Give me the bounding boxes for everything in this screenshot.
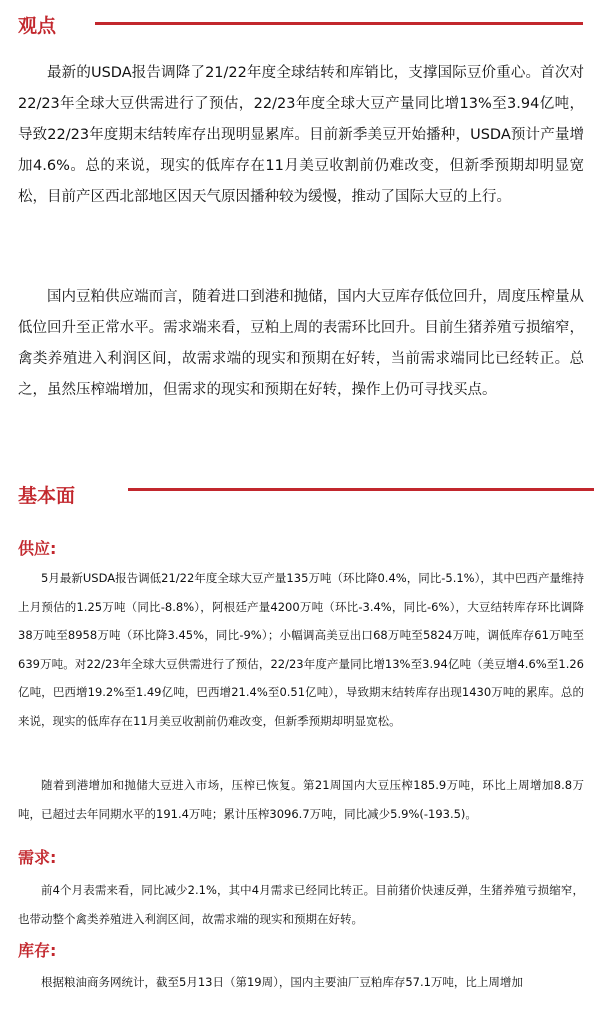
outlook-header (0, 6, 601, 46)
supply-title: 供应: (18, 539, 57, 558)
fundamentals-divider (128, 488, 594, 491)
outlook-paragraph-2: 国内豆粕供应端而言，随着进口到港和抛储，国内大豆库存低位回升，周度压榨量从低位回升至正常水平。需求端来看，豆粕上周的表需环比回升。目前生猪养殖亏损缩窄，禽类养殖进入利润区间，故需求端的现实和预期在好转，当前需求端同比已经转正。总之，虽然压榨端增加，但需求的现实和预期在好转，操作上仍可寻找买点。 (18, 289, 584, 398)
fundamentals-header (0, 474, 601, 514)
outlook-divider (95, 22, 583, 25)
inventory-title: 库存: (18, 941, 57, 960)
demand-paragraph-1: 前4个月表需来看，同比减少2.1%，其中4月需求已经同比转正。目前猪价快速反弹，生猪养殖亏损缩窄，也带动整个禽类养殖进入利润区间，故需求端的现实和预期在好转。 (18, 883, 584, 926)
outlook-paragraph-1: 最新的USDA报告调降了21/22年度全球结转和库销比，支撑国际豆价重心。首次对22/23年全球大豆供需进行了预估，22/23年度全球大豆产量同比增13%至3.94亿吨，导致22/23年度期末结转库存出现明显累库。目前新季美豆开始播种，USDA预计产量增加4.6%。总的来说，现实的低库存在11月美豆收割前仍难改变，但新季预期却明显宽松，目前产区西北部地区因天气原因播种较为缓慢，推动了国际大豆的上行。 (18, 65, 584, 205)
demand-title: 需求: (18, 848, 57, 867)
inventory-paragraph-1: 根据粮油商务网统计，截至5月13日（第19周），国内主要油厂豆粕库存57.1万吨，比上周增加 (41, 975, 523, 989)
supply-paragraph-1: 5月最新USDA报告调低21/22年度全球大豆产量135万吨（环比降0.4%，同比-5.1%），其中巴西产量维持上月预估的1.25万吨（同比-8.8%），阿根廷产量4200万吨（环比-3.4%，同比-6%），大豆结转库存环比调降38万吨至8958万吨（环比降3.45%，同比-9%）；小幅调高美豆出口68万吨至5824万吨，调低库存61万吨至639万吨。对22/23年全球大豆供需进行了预估，22/23年度产量同比增13%至3.94亿吨（美豆增4.6%至1.26亿吨，巴西增19.2%至1.49亿吨，巴西增21.4%至0.51亿吨），导致期末结转库存出现1430万吨的累库。总的来说，现实的低库存在11月美豆收割前仍难改变，但新季预期却明显宽松。 (18, 571, 584, 728)
outlook-title: 观点 (18, 15, 57, 37)
supply-paragraph-2: 随着到港增加和抛储大豆进入市场，压榨已恢复。第21周国内大豆压榨185.9万吨，环比上周增加8.8万吨，已超过去年同期水平的191.4万吨；累计压榨3096.7万吨，同比减少5.9%(-193.5)。 (18, 778, 584, 821)
fundamentals-title: 基本面 (18, 485, 76, 507)
